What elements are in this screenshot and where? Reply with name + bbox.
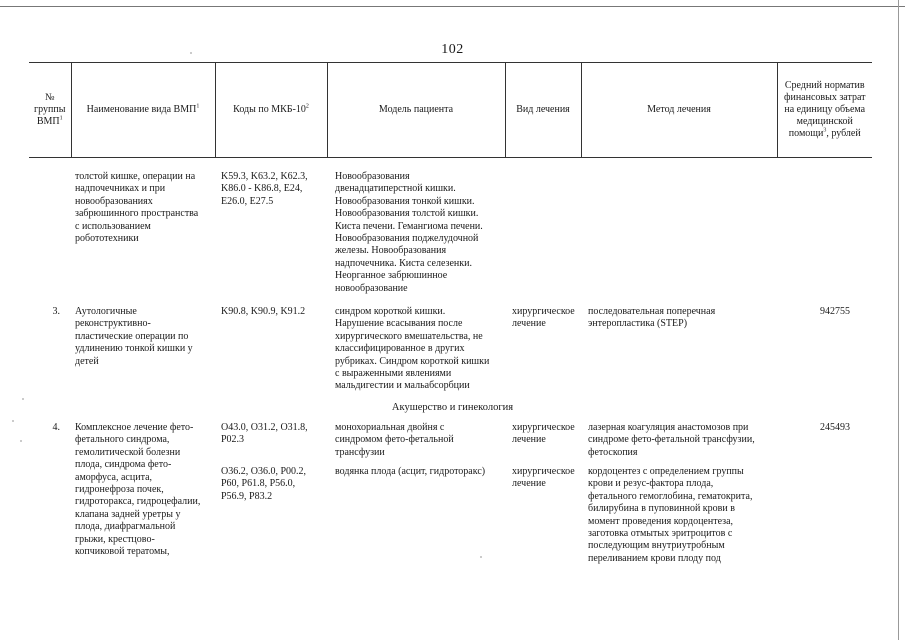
row-cont-model: Новообразования двенадцатиперстной кишки. Новообразования тонкой кишки. Новообразования толстой кишки. Киста печени. Гемангиома печени. Новообразования поджелудочной железы. Новообразования надпочечника. Киста селезенки. Неорганное забрюшинное новообразование	[335, 171, 483, 294]
row-3-cost: 942755	[820, 306, 850, 317]
scan-speck	[12, 420, 14, 422]
row-4-method-b: кордоцентез с определением группы крови и резус-фактора плода, фетального гемоглобина, гематокрита, билирубина в пуповинной крови в момент проведения кордоцентеза, заготовка отмытых эритроцитов с последующим внутриутробным переливанием крови плоду под	[588, 466, 753, 564]
section-title: Акушерство и гинекология	[391, 402, 514, 413]
header-icd-codes: Коды по МКБ-$10^2$	[215, 63, 327, 158]
row-4-codes-a: O43.0, O31.2, O31.8, P02.3	[221, 422, 308, 446]
row-4-model-b: водянка плода (асцит, гидроторакс)	[335, 466, 486, 477]
header-treatment-type: Вид лечения	[505, 63, 581, 158]
row-3-model: синдром короткой кишки. Нарушение всасывания после хирургического вмешательства, не классифицированное в других рубриках. Синдром короткой кишки с выраженными явлениями мальдигестии и мальабсорбции	[335, 306, 490, 392]
row-4-cost: 245493	[820, 422, 850, 433]
page-number: 102	[441, 42, 464, 57]
table-header	[29, 62, 872, 158]
scan-speck	[22, 398, 24, 400]
row-3-method: последовательная поперечная энтеропластика (STEP)	[588, 306, 716, 330]
scan-speck	[190, 52, 192, 54]
row-3-name: Аутологичные реконструктивно- пластические операции по удлинению тонкой кишки у детей	[75, 306, 193, 367]
header-average-cost: Средний норматив финансовых затрат на единицу объема медицинской помощи$^3$, рублей	[777, 63, 872, 158]
header-group-number: № группы ВМП$^1$	[29, 63, 71, 158]
scan-speck	[20, 440, 22, 442]
header-patient-model: Модель пациента	[327, 63, 505, 158]
row-4-number: 4.	[52, 422, 60, 433]
row-4-name: Комплексное лечение фето- фетального синдрома, гемолитической болезни плода, синдрома фето- аморфуса, асцита, гидронефроза почек, гидроторакса, гидроцефалии, клапана задней уретры у плода, диафрагмальной грыжи, крестцово- копчиковой тератомы,	[75, 422, 201, 558]
row-4-method-a: лазерная коагуляция анастомозов при синдроме фето-фетальной трансфузии, фетоскопия	[588, 422, 755, 458]
scan-right-border	[898, 0, 899, 640]
row-3-number: 3.	[52, 306, 60, 317]
row-3-type: хирургическое лечение	[512, 306, 575, 330]
row-3-codes: K90.8, K90.9, K91.2	[221, 306, 306, 317]
header-vmp-name: Наименование вида ВМП$^1$	[71, 63, 215, 158]
row-cont-codes: K59.3, K63.2, K62.3, K86.0 - K86.8, E24, E26.0, E27.5	[221, 171, 308, 207]
row-4-type-a: хирургическое лечение	[512, 422, 575, 446]
row-cont-name: толстой кишке, операции на надпочечниках и при новообразованиях забрюшинного пространства с использованием робототехники	[75, 171, 199, 245]
header-treatment-method: Метод лечения	[581, 63, 777, 158]
row-4-codes-b: O36.2, O36.0, P00.2, P60, P61.8, P56.0, P56.9, P83.2	[221, 466, 307, 502]
scan-speck	[480, 556, 482, 558]
row-4-type-b: хирургическое лечение	[512, 466, 575, 490]
scan-top-border	[0, 6, 905, 7]
row-4-model-a: монохориальная двойня с синдромом фето-фетальной трансфузии	[335, 422, 454, 458]
